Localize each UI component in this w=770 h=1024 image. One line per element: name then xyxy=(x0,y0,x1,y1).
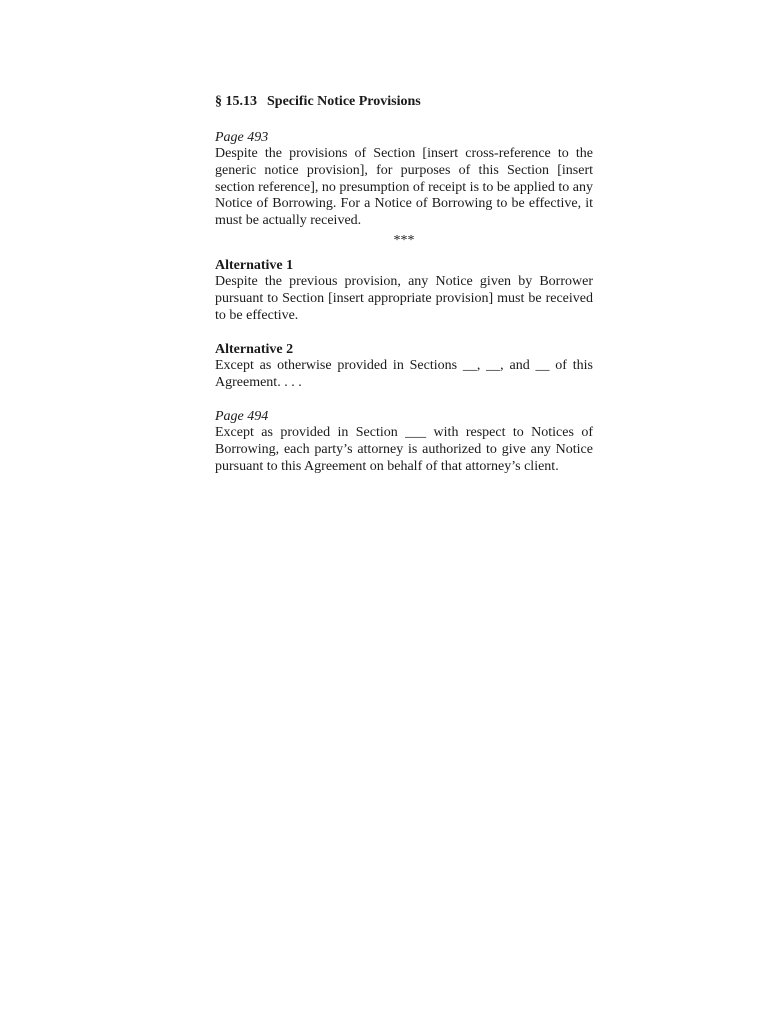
page-493-block xyxy=(215,130,593,230)
page-494-label: Page 494 xyxy=(215,408,269,424)
section-separator: *** xyxy=(393,232,415,248)
section-number: § 15.13 xyxy=(215,94,257,109)
page-494-paragraph: Except as provided in Section ___ with respect to Notices of Borrowing, each party’s attorney is authorized to give any Notice pursuant to this Agreement on behalf of that attorney’s client. xyxy=(215,424,593,474)
page-493-paragraph: Despite the provisions of Section [insert cross-reference to the generic notice provision], for purposes of this Section [insert section reference], no presumption of receipt is to be applied to any Notice of Borrowing. For a Notice of Borrowing to be effective, it must be actually received. xyxy=(215,146,593,229)
section-title: Specific Notice Provisions xyxy=(267,94,421,109)
page-494-block xyxy=(215,409,593,475)
page-493-label: Page 493 xyxy=(215,130,269,145)
document-page xyxy=(215,92,593,475)
alternative-2-title: Alternative 2 xyxy=(215,342,294,358)
alternative-1-title: Alternative 1 xyxy=(215,257,294,273)
alternative-1-paragraph: Despite the previous provision, any Notice given by Borrower pursuant to Section [insert appropriate provision] must be received to be effective. xyxy=(215,273,593,323)
section-heading xyxy=(215,92,593,112)
alternative-2-block xyxy=(215,341,593,392)
alternative-2-paragraph: Except as otherwise provided in Sections __, __, and __ of this Agreement. . . . xyxy=(215,358,593,391)
alternative-1-block xyxy=(215,257,593,324)
